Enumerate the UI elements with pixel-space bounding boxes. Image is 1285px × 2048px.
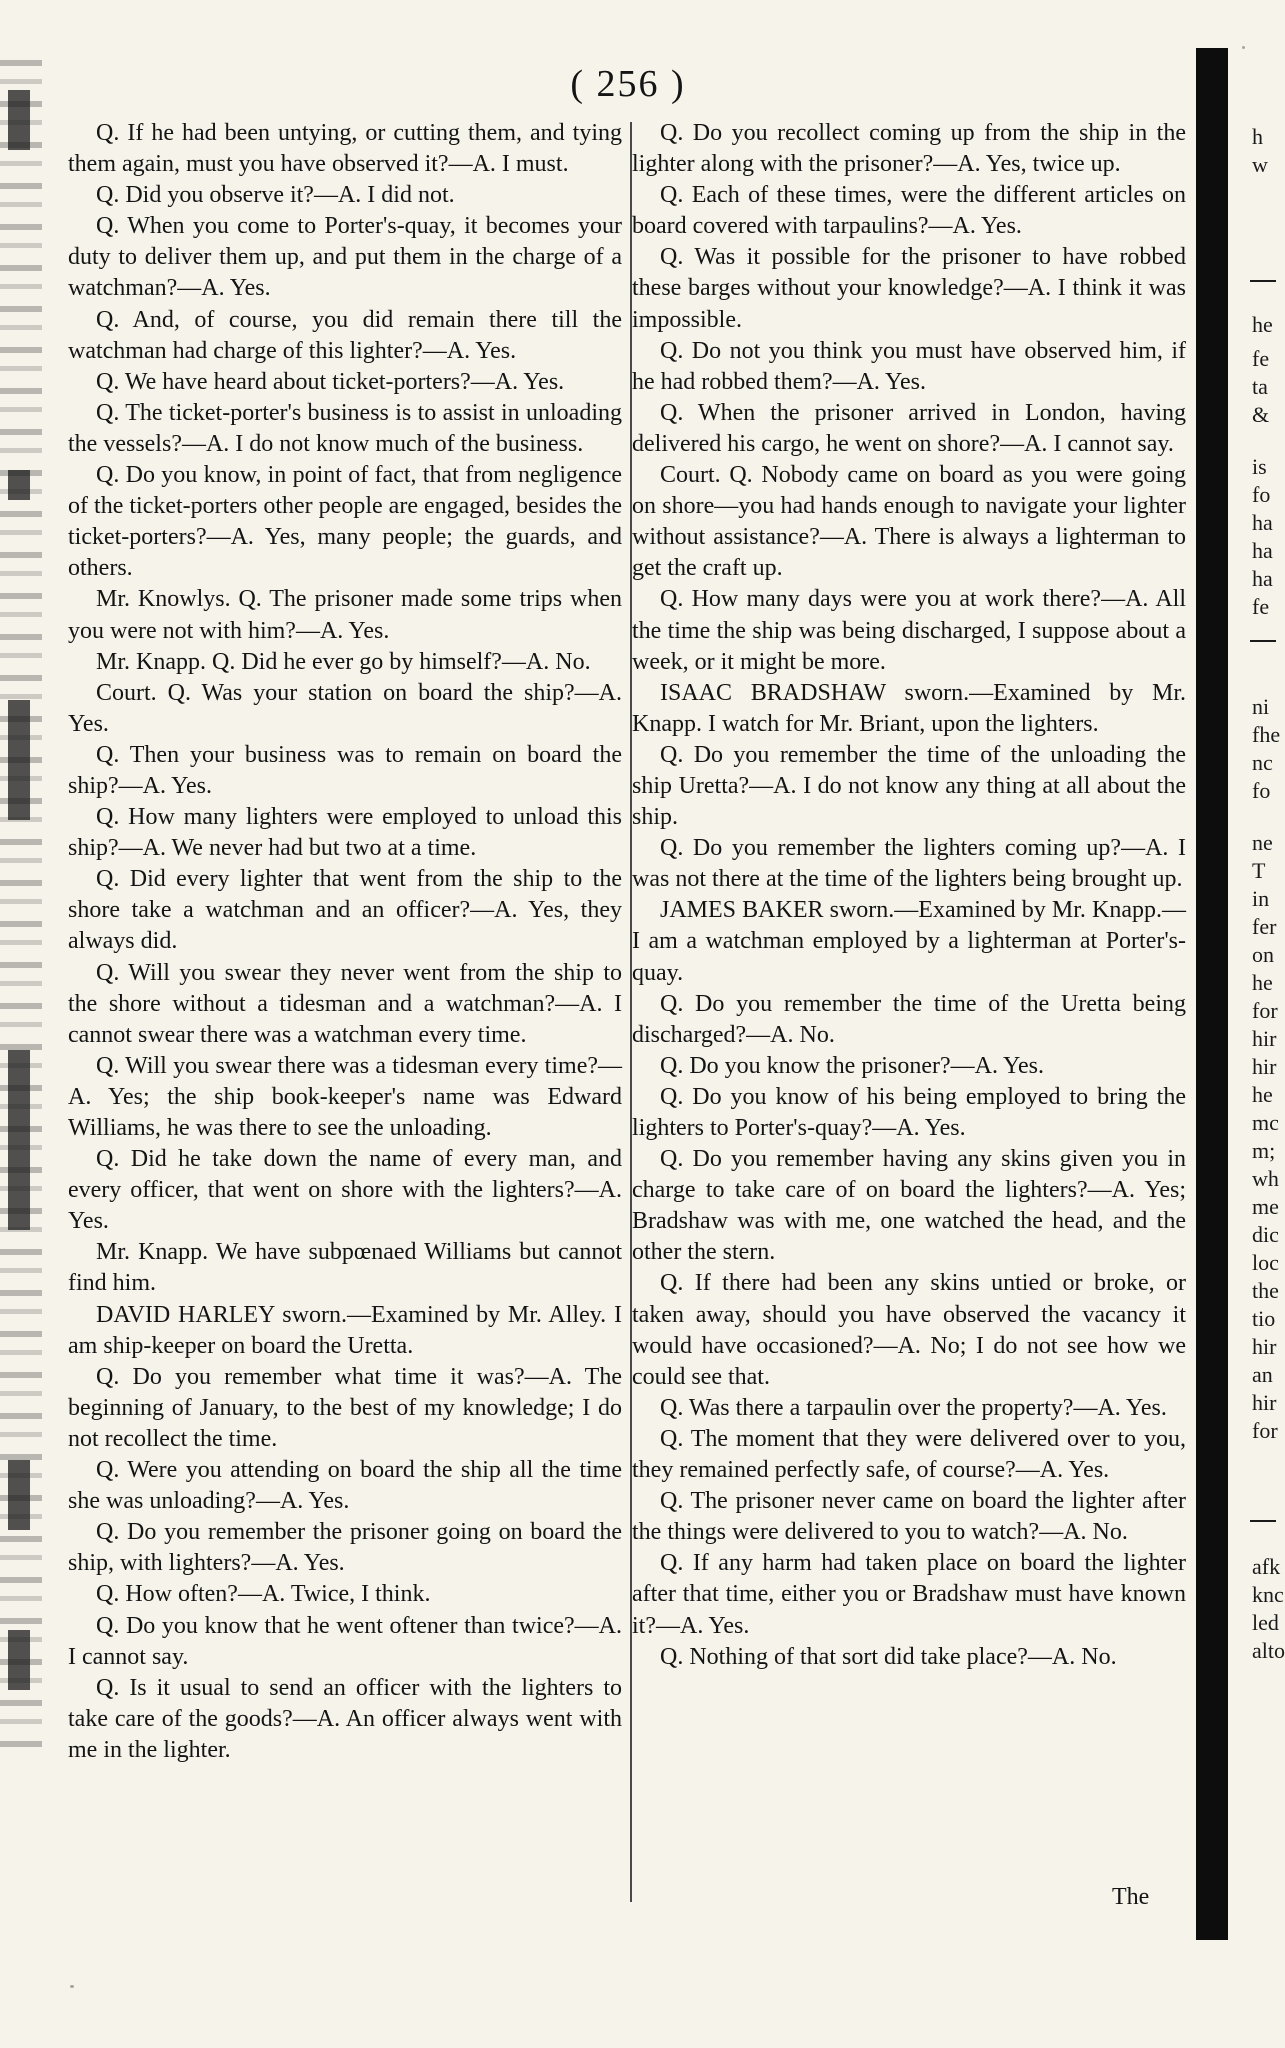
next-page-fragment: h <box>1252 124 1263 149</box>
paragraph: Q. Was there a tarpaulin over the property?—A. Yes. <box>660 1394 1167 1421</box>
next-page-fragment: hir <box>1252 1390 1277 1415</box>
next-page-fragment: ha <box>1252 538 1273 563</box>
next-page-fragment: T <box>1252 858 1266 883</box>
left-text-column <box>68 118 622 1766</box>
next-page-fragment: wh <box>1252 1166 1279 1191</box>
next-page-fragment: fer <box>1252 914 1277 939</box>
next-page-fragment: ni <box>1252 694 1270 719</box>
paragraph: Q. When you come to Porter's-quay, it becomes your duty to deliver them up, and put them in the charge of a watchman?—A. Yes. <box>68 213 622 302</box>
paragraph: Q. And, of course, you did remain there till the watchman had charge of this lighter?—A. Yes. <box>68 306 622 364</box>
next-page-fragment: ha <box>1252 566 1273 591</box>
next-page-fragment: he <box>1252 312 1273 337</box>
next-page-fragment: fo <box>1252 778 1271 803</box>
next-page-fragment: in <box>1252 886 1270 911</box>
binding-ink-mark <box>8 1050 30 1230</box>
next-page-fragment: hir <box>1252 1334 1277 1359</box>
next-page-fragment: m; <box>1252 1138 1276 1163</box>
next-page-fragment: tio <box>1252 1306 1276 1331</box>
binding-ink-mark <box>8 1460 30 1530</box>
paragraph: DAVID HARLEY sworn.—Examined by Mr. Alley. I am ship-keeper on board the Uretta. <box>68 1301 622 1359</box>
paragraph: Q. Do you know that he went oftener than twice?—A. I cannot say. <box>68 1612 622 1670</box>
paragraph: Q. Nothing of that sort did take place?—A. No. <box>660 1643 1117 1670</box>
paragraph: Court. Q. Was your station on board the ship?—A. Yes. <box>68 679 622 737</box>
next-page-fragment: fhe <box>1252 722 1281 747</box>
paragraph: Q. When the prisoner arrived in London, having delivered his cargo, he went on shore?—A. I cannot say. <box>632 399 1186 457</box>
paragraph: Q. How many lighters were employed to unload this ship?—A. We never had but two at a time. <box>68 804 622 862</box>
next-page-rule <box>1250 280 1276 282</box>
next-page-fragment: & <box>1252 402 1270 427</box>
next-page-fragment: mc <box>1252 1110 1279 1135</box>
next-page-fragment: alto <box>1252 1638 1285 1663</box>
next-page-fragment: w <box>1252 152 1268 177</box>
next-page-fragment: loc <box>1252 1250 1279 1275</box>
paragraph: Q. Did you observe it?—A. I did not. <box>96 182 455 209</box>
paragraph: Q. Is it usual to send an officer with the lighters to take care of the goods?—A. An officer always went with me in the lighter. <box>68 1674 622 1763</box>
next-page-rule <box>1250 1520 1276 1522</box>
next-page-fragment: hir <box>1252 1026 1277 1051</box>
binding-ink-mark <box>8 90 30 150</box>
next-page-fragment: ha <box>1252 510 1273 535</box>
next-page-fragment: ta <box>1252 374 1268 399</box>
paper-speck <box>1242 46 1245 49</box>
next-page-fragment: nc <box>1252 750 1273 775</box>
next-page-fragment: hir <box>1252 1054 1277 1079</box>
paragraph: Q. If he had been untying, or cutting them, and tying them again, must you have observed it?—A. I must. <box>68 120 622 178</box>
next-page-edge <box>1230 0 1285 2048</box>
paragraph: JAMES BAKER sworn.—Examined by Mr. Knapp.—I am a watchman employed by a lighterman at Porter's-quay. <box>632 897 1186 986</box>
next-page-fragment: fo <box>1252 482 1271 507</box>
binding-ink-mark <box>8 700 30 820</box>
paper-speck <box>70 1985 74 1988</box>
paragraph: Q. Were you attending on board the ship all the time she was unloading?—A. Yes. <box>68 1457 622 1515</box>
next-page-fragment: fe <box>1252 594 1270 619</box>
catchword: The <box>1112 1884 1150 1910</box>
paragraph: Q. Will you swear there was a tidesman every time?—A. Yes; the ship book-keeper's name was Edward Williams, he was there to see the unloading. <box>68 1052 622 1141</box>
paragraph: Court. Q. Nobody came on board as you were going on shore—you had hands enough to navigate your lighter without assistance?—A. There is always a lighterman to get the craft up. <box>632 462 1186 582</box>
next-page-fragment: is <box>1252 454 1267 479</box>
right-text-column <box>632 118 1186 1673</box>
next-page-fragment: dic <box>1252 1222 1279 1247</box>
next-page-fragment: led <box>1252 1610 1279 1635</box>
binding-ink-mark <box>8 470 30 500</box>
next-page-fragment: fe <box>1252 346 1270 371</box>
paragraph: Q. Then your business was to remain on board the ship?—A. Yes. <box>68 741 622 799</box>
next-page-fragment: me <box>1252 1194 1279 1219</box>
paragraph: Q. If there had been any skins untied or broke, or taken away, should you have observed the vacancy it would have occasioned?—A. No; I do not see how we could see that. <box>632 1270 1186 1390</box>
next-page-fragment: knc <box>1252 1582 1284 1607</box>
paragraph: Q. Do you remember the time of the Uretta being discharged?—A. No. <box>632 990 1186 1048</box>
paragraph: Q. Do you remember what time it was?—A. The beginning of January, to the best of my knowledge; I do not recollect the time. <box>68 1363 622 1452</box>
paragraph: Mr. Knowlys. Q. The prisoner made some trips when you were not with him?—A. Yes. <box>68 586 622 644</box>
paragraph: Mr. Knapp. We have subpœnaed Williams but cannot find him. <box>68 1239 622 1297</box>
paragraph: Q. The moment that they were delivered over to you, they remained perfectly safe, of course?—A. Yes. <box>632 1425 1186 1484</box>
paragraph: Q. Do you recollect coming up from the ship in the lighter along with the prisoner?—A. Yes, twice up. <box>632 120 1186 178</box>
next-page-fragment: on <box>1252 942 1274 967</box>
paragraph: Q. Do you know, in point of fact, that from negligence of the ticket-porters other people are engaged, besides the ticket-porters?—A. Yes, many people; the guards, and others. <box>68 462 622 582</box>
paragraph: Q. Will you swear they never went from the ship to the shore without a tidesman and a watchman?—A. I cannot swear there was a watchman every time. <box>68 959 622 1048</box>
next-page-fragment: for <box>1252 998 1278 1023</box>
next-page-fragment: ne <box>1252 830 1273 855</box>
next-page-fragment: he <box>1252 970 1273 995</box>
paragraph: Q. Do you know the prisoner?—A. Yes. <box>660 1052 1044 1079</box>
paragraph: Q. Do you remember the time of the unloading the ship Uretta?—A. I do not know any thing at all about the ship. <box>632 741 1186 831</box>
paragraph: Q. Did he take down the name of every man, and every officer, that went on shore with the lighters?—A. Yes. <box>68 1146 622 1235</box>
book-spine-shadow <box>1196 48 1228 1940</box>
paragraph: Q. Was it possible for the prisoner to have robbed these barges without your knowledge?—A. I think it was impossible. <box>632 244 1186 333</box>
paragraph: Q. How often?—A. Twice, I think. <box>96 1581 431 1608</box>
paragraph: Q. Do you remember the prisoner going on board the ship, with lighters?—A. Yes. <box>68 1519 622 1577</box>
paragraph: Q. We have heard about ticket-porters?—A. Yes. <box>96 368 565 395</box>
paragraph: ISAAC BRADSHAW sworn.—Examined by Mr. Knapp. I watch for Mr. Briant, upon the lighters. <box>632 679 1186 737</box>
paragraph: Mr. Knapp. Q. Did he ever go by himself?—A. No. <box>96 648 591 675</box>
next-page-fragment: the <box>1252 1278 1279 1303</box>
paragraph: Q. Each of these times, were the different articles on board covered with tarpaulins?—A. Yes. <box>632 182 1186 240</box>
paragraph: Q. Do you remember having any skins given you in charge to take care of on board the lighters?—A. Yes; Bradshaw was with me, one watched the head, and the other the stern. <box>632 1146 1186 1266</box>
paragraph: Q. The prisoner never came on board the lighter after the things were delivered to you to watch?—A. No. <box>632 1488 1186 1546</box>
next-page-fragment: afk <box>1252 1554 1281 1579</box>
binding-ink-mark <box>8 1630 30 1690</box>
paragraph: Q. The ticket-porter's business is to assist in unloading the vessels?—A. I do not know much of the business. <box>68 399 622 457</box>
paragraph: Q. Do you remember the lighters coming up?—A. I was not there at the time of the lighters being brought up. <box>632 835 1186 893</box>
next-page-rule <box>1250 640 1276 642</box>
paragraph: Q. Do not you think you must have observed him, if he had robbed them?—A. Yes. <box>632 337 1186 395</box>
paragraph: Q. How many days were you at work there?—A. All the time the ship was being discharged, I suppose about a week, or it might be more. <box>632 586 1186 675</box>
paragraph: Q. Did every lighter that went from the ship to the shore take a watchman and an officer?—A. Yes, they always did. <box>68 866 622 955</box>
page-number: ( 256 ) <box>570 63 686 105</box>
paragraph: Q. If any harm had taken place on board the lighter after that time, either you or Bradshaw must have known it?—A. Yes. <box>632 1550 1186 1639</box>
next-page-fragment: he <box>1252 1082 1273 1107</box>
next-page-fragment: an <box>1252 1362 1273 1387</box>
next-page-fragment: for <box>1252 1418 1278 1443</box>
paragraph: Q. Do you know of his being employed to bring the lighters to Porter's-quay?—A. Yes. <box>632 1083 1186 1141</box>
